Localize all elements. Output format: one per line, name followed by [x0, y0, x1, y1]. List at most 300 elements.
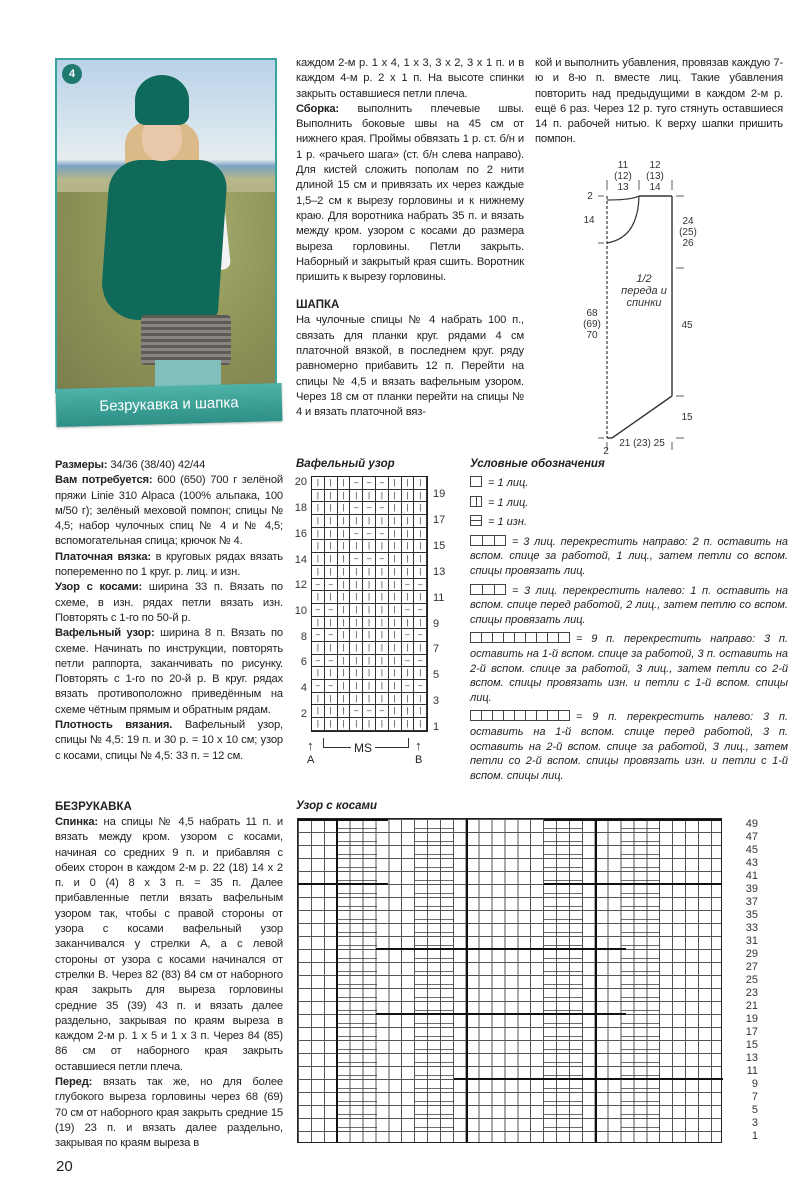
stitch-cell: |	[338, 680, 351, 693]
stitch-cell: |	[350, 591, 363, 604]
dim-bottom-width: 21 (23) 25	[619, 438, 665, 449]
stitch-cell: |	[325, 490, 338, 503]
photo-hat	[135, 75, 189, 125]
stitch-cell: |	[376, 680, 389, 693]
row-label: 20	[294, 476, 307, 488]
stitch-cell: |	[402, 591, 415, 604]
stitch-cell: |	[325, 718, 338, 731]
stitch-cell: |	[325, 502, 338, 515]
stitch-cell: |	[414, 528, 427, 541]
stitch-cell: |	[312, 705, 325, 718]
garter-label: Платочная вязка:	[55, 550, 151, 563]
stitch-cell: |	[414, 693, 427, 706]
arrow-b-label: B	[415, 754, 423, 766]
stitch-cell: |	[325, 528, 338, 541]
stitch-cell: –	[325, 604, 338, 617]
waffle-paragraph	[55, 626, 283, 718]
stitch-cell: |	[350, 490, 363, 503]
legend-text: = 1 лиц.	[488, 477, 529, 489]
stitch-cell: |	[414, 502, 427, 515]
cross-left-3-icon	[470, 584, 506, 595]
legend-text: = 9 п. перекрестить налево: 3 п. оставить на 1-й вспом. спице перед работой, 3 п. оставить на 2-й вспом. спице за работой, 3 лиц., затем петли со 2-й вспом. спицы провязать изн. и петли с 1-й вспом. спицы лиц.	[470, 711, 788, 782]
cable-cross-row49	[544, 819, 722, 821]
stitch-cell: |	[414, 490, 427, 503]
stitch-cell: |	[402, 528, 415, 541]
stitch-cell: |	[312, 617, 325, 630]
dim-bottom-offset: 2	[603, 446, 609, 457]
cross-right-3-icon	[470, 535, 506, 546]
cable-label: Узор с косами:	[55, 581, 143, 594]
row-label: 49	[745, 818, 758, 830]
stitch-cell: |	[338, 655, 351, 668]
stitch-cell: |	[389, 477, 402, 490]
stitch-cell: –	[402, 604, 415, 617]
hat-heading: ШАПКА	[296, 299, 340, 312]
hat-continued-paragraph: кой и выполнить убавления, провязав каждую 7-ю и 8-ю п. вместе лиц. Такие убавления повторить над предыдущими в каждом 2-м р. ещё 6 раз. Через 12 р. туго стянуть оставшиеся 14 п. рабочей нитью. К верху шапки пришить помпон.	[535, 57, 783, 146]
stitch-cell: |	[350, 718, 363, 731]
legend-text: = 3 лиц. перекрестить налево: 1 п. оставить на вспом. спице перед работой, 2 лиц., затем петлю со вспом. спицы провязать лиц.	[470, 584, 788, 626]
stitch-cell: |	[325, 566, 338, 579]
dim-total-length: 68 (69) 70	[583, 308, 601, 341]
stitch-cell: |	[363, 718, 376, 731]
stitch-cell: |	[414, 718, 427, 731]
sizes-text: 34/36 (38/40) 42/44	[107, 459, 206, 471]
stitch-cell: |	[414, 617, 427, 630]
stitch-cell: |	[389, 642, 402, 655]
stitch-cell: |	[414, 705, 427, 718]
garment-schematic	[580, 158, 710, 458]
row-label: 17	[745, 1026, 758, 1038]
stitch-cell: |	[389, 655, 402, 668]
cable-paragraph	[55, 580, 283, 626]
stitch-cell: |	[402, 502, 415, 515]
stitch-cell: |	[363, 655, 376, 668]
row-label: 45	[745, 844, 758, 856]
row-label: 4	[300, 682, 307, 694]
stitch-cell: |	[350, 604, 363, 617]
photo-caption: Безрукавка и шапка	[56, 383, 283, 427]
legend-title: Условные обозначения	[470, 458, 605, 470]
row-label: 5	[751, 1104, 758, 1116]
stitch-cell: |	[402, 705, 415, 718]
stitch-cell: |	[350, 579, 363, 592]
stitch-cell: |	[389, 693, 402, 706]
gauge-text: Вафельный узор, спицы № 4,5: 19 п. и 30 р. = 10 х 10 см; узор с косами, спицы № 4,5: 33 п. = 12 см.	[55, 719, 283, 762]
stitch-cell: |	[389, 502, 402, 515]
row-label: 7	[751, 1091, 758, 1103]
stitch-cell: |	[363, 579, 376, 592]
materials-label: Вам потребуется:	[55, 474, 153, 487]
stitch-cell: |	[325, 693, 338, 706]
stitch-cell: |	[312, 528, 325, 541]
stitch-cell: –	[350, 528, 363, 541]
stitch-cell: |	[312, 591, 325, 604]
row-label: 23	[745, 987, 758, 999]
legend-item	[470, 535, 788, 579]
front-text: вязать так же, но для более глубокого выреза горловины через 68 (69) 70 см от наборного края закрыть средние 15 (19) 23 п. и вязать далее раздельно, закрывая по краям выреза в	[55, 1076, 283, 1150]
stitch-cell: |	[414, 566, 427, 579]
stitch-cell: |	[363, 617, 376, 630]
row-label: 9	[433, 618, 440, 630]
row-label: 13	[433, 566, 446, 578]
stitch-cell: |	[338, 528, 351, 541]
stitch-cell: |	[325, 553, 338, 566]
waffle-label: Вафельный узор:	[55, 627, 155, 640]
stitch-cell: |	[389, 566, 402, 579]
stitch-cell: |	[389, 680, 402, 693]
gauge-paragraph	[55, 718, 283, 764]
row-label: 18	[294, 502, 307, 514]
repeat-label: MS	[351, 741, 375, 755]
legend-text: = 3 лиц. перекрестить направо: 2 п. оставить на вспом. спице за работой, 1 лиц., затем петли со вспом. спицы провязать лиц.	[470, 535, 788, 577]
stitch-cell: –	[414, 629, 427, 642]
stitch-cell: |	[363, 566, 376, 579]
legend-item	[470, 515, 788, 530]
purl-column	[544, 823, 583, 1140]
legend-text: = 9 п. перекрестить направо: 3 п. оставить на 1-й вспом. спице за работой, 3 п. оставить на 2-й вспом. спице за работой, 3 лиц., затем петли со 2-й вспом. спицы провязать изн. и петли с 1-й вспом. спицы лиц.	[470, 633, 788, 704]
stitch-cell: –	[350, 477, 363, 490]
stitch-cell: –	[376, 502, 389, 515]
stitch-cell: |	[325, 642, 338, 655]
dim-neck-width: 11 (12) 13	[614, 160, 632, 193]
stitch-cell: |	[389, 528, 402, 541]
stitch-cell: |	[402, 553, 415, 566]
stitch-cell: |	[402, 693, 415, 706]
stitch-cell: |	[402, 617, 415, 630]
stitch-cell: |	[363, 680, 376, 693]
stitch-cell: –	[312, 579, 325, 592]
row-label: 27	[745, 961, 758, 973]
stitch-cell: |	[376, 540, 389, 553]
stitch-cell: –	[376, 528, 389, 541]
arrow-a-icon: ↑	[307, 738, 314, 753]
stitch-cell: |	[338, 629, 351, 642]
row-label: 11	[433, 592, 445, 604]
front-label: Перед:	[55, 1076, 93, 1089]
row-label: 1	[433, 721, 440, 733]
legend-item	[470, 710, 788, 783]
stitch-cell: |	[376, 629, 389, 642]
stitch-cell: |	[414, 540, 427, 553]
row-label: 47	[745, 831, 758, 843]
legend	[470, 476, 788, 788]
stitch-cell: |	[376, 642, 389, 655]
stitch-cell: |	[338, 490, 351, 503]
stitch-cell: |	[338, 579, 351, 592]
stitch-cell: |	[338, 617, 351, 630]
cable-cross-row39	[544, 883, 722, 885]
stitch-cell: |	[389, 540, 402, 553]
stitch-cell: –	[414, 680, 427, 693]
stitch-cell: |	[376, 591, 389, 604]
stitch-cell: |	[402, 718, 415, 731]
materials-section	[55, 458, 283, 764]
stitch-cell: |	[389, 629, 402, 642]
stitch-cell: |	[363, 515, 376, 528]
stitch-cell: |	[338, 566, 351, 579]
stitch-cell: |	[363, 642, 376, 655]
stitch-cell: –	[414, 604, 427, 617]
stitch-cell: |	[325, 540, 338, 553]
gauge-label: Плотность вязания.	[55, 719, 173, 732]
garter-paragraph	[55, 550, 283, 581]
stitch-cell: |	[325, 617, 338, 630]
stitch-cell: |	[376, 579, 389, 592]
continued-paragraph: каждом 2-м р. 1 х 4, 1 х 3, 3 х 2, 3 х 1 п. и в каждом 4-м р. 2 х 1 п. На высоте спинки закрыть оставшиеся петли плеча.	[296, 57, 524, 100]
chart-divider	[466, 819, 468, 1142]
stitch-cell: |	[338, 693, 351, 706]
stitch-cell: |	[350, 667, 363, 680]
stitch-cell: |	[312, 477, 325, 490]
stitch-cell: |	[376, 566, 389, 579]
vertical-bar-square-icon	[470, 496, 482, 507]
stitch-cell: –	[312, 680, 325, 693]
stitch-cell: –	[312, 629, 325, 642]
cable-cross-row39	[298, 883, 388, 885]
row-label: 3	[751, 1117, 758, 1129]
stitch-cell: |	[389, 490, 402, 503]
stitch-cell: |	[389, 617, 402, 630]
stitch-cell: |	[350, 693, 363, 706]
stitch-cell: |	[312, 566, 325, 579]
stitch-cell: |	[312, 642, 325, 655]
stitch-cell: –	[363, 553, 376, 566]
stitch-cell: |	[402, 642, 415, 655]
row-label: 11	[746, 1065, 758, 1077]
stitch-cell: –	[376, 477, 389, 490]
cable-cross-row19	[376, 1013, 626, 1015]
cable-text: ширина 33 п. Вязать по схеме, в изн. рядах петли вязать изн. Повторять с 1-го по 50-й р.	[55, 581, 284, 624]
purl-column	[415, 823, 454, 1140]
stitch-cell: |	[414, 477, 427, 490]
dash-square-icon	[470, 515, 482, 526]
cable-cross-row9	[454, 1078, 723, 1080]
stitch-cell: –	[350, 553, 363, 566]
back-label: Спинка:	[55, 816, 98, 828]
stitch-cell: |	[363, 604, 376, 617]
stitch-cell: |	[350, 655, 363, 668]
stitch-cell: |	[414, 553, 427, 566]
row-label: 15	[745, 1039, 758, 1051]
stitch-cell: |	[389, 553, 402, 566]
chart-divider	[595, 819, 597, 1142]
stitch-cell: –	[363, 477, 376, 490]
stitch-cell: –	[325, 629, 338, 642]
stitch-cell: |	[338, 553, 351, 566]
stitch-cell: |	[402, 540, 415, 553]
dim-side: 45	[681, 320, 693, 331]
row-label: 19	[433, 488, 446, 500]
row-label: 39	[745, 883, 758, 895]
pattern-number-badge: 4	[62, 64, 82, 84]
stitch-cell: |	[338, 591, 351, 604]
dim-bottom-slope: 15	[681, 412, 693, 423]
row-label: 25	[745, 974, 758, 986]
row-label: 31	[745, 935, 758, 947]
stitch-cell: |	[325, 705, 338, 718]
cross-right-9-icon	[470, 632, 570, 643]
back-text: на спицы № 4,5 набрать 11 п. и вязать между кром. узором с косами, начиная со средних 9 п. и прибавляя с обеих сторон в каждом 2-м р. 22 (18) 14 х 2 п. и 0 (4) 8 х 3 п. = 35 п. Далее прибавленные петли вязать вафельным узором так, чтобы с правой стороны от узора с косами вафельный узор заканчивался у стрелки А, а с левой стороны от узора с косами начинался от стрелки В. Через 82 (83) 84 см от наборного края закрыть для выреза горловины средние 35 (39) 43 п. и вязать далее раздельно, закрывая по краям выреза в каждом 2-м р. 1 х 5 и 1 х 3 п. Через 84 (85) 86 см от наборного края закрыть оставшиеся петли плеча.	[55, 816, 283, 1073]
stitch-cell: |	[350, 629, 363, 642]
row-label: 6	[300, 656, 307, 668]
stitch-cell: |	[363, 540, 376, 553]
photo-skirt	[141, 315, 231, 365]
dim-neck-depth: 14	[583, 215, 595, 226]
stitch-cell: |	[338, 477, 351, 490]
waffle-chart-title: Вафельный узор	[296, 458, 395, 470]
stitch-cell: |	[363, 629, 376, 642]
row-label: 5	[433, 669, 440, 681]
row-label: 2	[300, 708, 307, 720]
row-label: 21	[745, 1000, 758, 1012]
legend-item	[470, 584, 788, 628]
stitch-cell: |	[402, 566, 415, 579]
cable-chart	[297, 818, 722, 1143]
vest-section	[55, 800, 283, 1152]
stitch-cell: –	[325, 655, 338, 668]
legend-item	[470, 632, 788, 705]
stitch-cell: –	[376, 553, 389, 566]
stitch-cell: |	[312, 515, 325, 528]
waffle-grid	[311, 476, 428, 732]
stitch-cell: |	[376, 604, 389, 617]
row-label: 12	[294, 579, 307, 591]
materials-text: 600 (650) 700 г зелёной пряжи Linie 310 Alpaca (100% альпака, 100 м/50 г); зелёный меховой помпон; спицы № 4,5; набор чулочных спиц № 4 и № 4,5; вспомогательная спица; крючок № 4.	[55, 474, 283, 548]
photo-vest	[99, 160, 228, 320]
stitch-cell: |	[402, 667, 415, 680]
stitch-cell: |	[350, 642, 363, 655]
stitch-cell: |	[312, 718, 325, 731]
vest-heading: БЕЗРУКАВКА	[55, 801, 132, 813]
row-label: 7	[433, 643, 440, 655]
stitch-cell: |	[389, 718, 402, 731]
stitch-cell: |	[402, 477, 415, 490]
front-paragraph	[55, 1075, 283, 1151]
hat-paragraph: На чулочные спицы № 4 набрать 100 п., связать для планки круг. рядами 4 см платочной вязкой, в последнем круг. ряду равномерно прибавить 12 п. Перейти на спицы № 4,5 и вязать вафельным узором. Через 18 см от планки перейти на спицы № 4 и вязать платочной вяз-	[296, 314, 524, 419]
back-paragraph	[55, 815, 283, 1075]
stitch-cell: |	[376, 667, 389, 680]
legend-text: = 1 изн.	[488, 516, 527, 529]
stitch-cell: |	[389, 579, 402, 592]
stitch-cell: |	[325, 477, 338, 490]
row-label: 37	[745, 896, 758, 908]
row-label: 9	[751, 1078, 758, 1090]
page-number: 20	[56, 1158, 73, 1175]
product-photo	[55, 58, 277, 393]
cable-row-labels	[728, 818, 758, 1143]
stitch-cell: |	[312, 693, 325, 706]
stitch-cell: |	[376, 617, 389, 630]
stitch-cell: |	[338, 604, 351, 617]
assembly-label: Сборка:	[296, 102, 340, 115]
row-label: 19	[745, 1013, 758, 1025]
stitch-cell: |	[338, 515, 351, 528]
stitch-cell: –	[402, 680, 415, 693]
legend-item	[470, 476, 788, 491]
stitch-cell: |	[350, 540, 363, 553]
sizes-paragraph	[55, 458, 283, 473]
purl-column	[338, 823, 377, 1140]
stitch-cell: |	[350, 515, 363, 528]
row-label: 15	[433, 540, 446, 552]
stitch-cell: |	[312, 502, 325, 515]
row-label: 16	[294, 528, 307, 540]
row-label: 43	[745, 857, 758, 869]
row-label: 10	[294, 605, 307, 617]
stitch-cell: –	[414, 579, 427, 592]
legend-item	[470, 496, 788, 511]
stitch-cell: |	[414, 642, 427, 655]
cross-left-9-icon	[470, 710, 570, 721]
stitch-cell: |	[389, 705, 402, 718]
stitch-cell: |	[376, 490, 389, 503]
stitch-cell: –	[363, 528, 376, 541]
stitch-cell: |	[414, 667, 427, 680]
arrow-a-label: A	[307, 754, 315, 766]
row-label: 33	[745, 922, 758, 934]
stitch-cell: |	[363, 490, 376, 503]
stitch-cell: |	[389, 591, 402, 604]
stitch-cell: |	[350, 566, 363, 579]
stitch-cell: |	[312, 667, 325, 680]
empty-square-icon	[470, 476, 482, 487]
stitch-cell: –	[363, 705, 376, 718]
stitch-cell: |	[325, 515, 338, 528]
stitch-cell: |	[402, 515, 415, 528]
legend-text: = 1 лиц.	[488, 496, 529, 509]
hat-continued-section	[535, 56, 783, 148]
garter-text: в круговых рядах вязать попеременно по 1 круг. р. лиц. и изн.	[55, 550, 283, 579]
stitch-cell: |	[338, 502, 351, 515]
stitch-cell: –	[414, 655, 427, 668]
stitch-cell: |	[389, 515, 402, 528]
arrow-b-icon: ↑	[415, 738, 422, 753]
purl-column	[621, 823, 660, 1140]
row-label: 35	[745, 909, 758, 921]
stitch-cell: |	[363, 667, 376, 680]
stitch-cell: |	[376, 718, 389, 731]
stitch-cell: –	[325, 579, 338, 592]
stitch-cell: |	[402, 490, 415, 503]
assembly-paragraph	[296, 102, 524, 286]
stitch-cell: |	[325, 667, 338, 680]
stitch-cell: |	[363, 591, 376, 604]
stitch-cell: |	[376, 515, 389, 528]
stitch-cell: |	[338, 718, 351, 731]
stitch-cell: –	[402, 655, 415, 668]
stitch-cell: |	[376, 693, 389, 706]
stitch-cell: |	[389, 604, 402, 617]
stitch-cell: –	[402, 579, 415, 592]
dim-shoulder-width: 12 (13) 14	[646, 160, 664, 193]
stitch-cell: –	[376, 705, 389, 718]
assembly-text: выполнить плечевые швы. Выполнить боковые швы на 45 см от нижнего края. Проймы обвязать 1 р. ст. б/н и 1 р. «рачьего шага» (ст. б/н слева направо). Для кистей сложить пополам по 2 нити длиной 15 см и привязать их через каждые 1,5–2 см к вырезу горловины и к нижнему краю. Для воротника набрать 35 п. и вязать между кром. узором с косами до размера выреза горловины. Петли закрыть. Наборный и закрытый края сшить. Воротник пришить к вырезу горловины.	[296, 102, 524, 284]
stitch-cell: –	[312, 604, 325, 617]
row-label: 29	[745, 948, 758, 960]
stitch-cell: |	[338, 642, 351, 655]
stitch-cell: |	[325, 591, 338, 604]
stitch-cell: |	[338, 540, 351, 553]
cable-cross-row29	[376, 948, 626, 950]
stitch-cell: –	[312, 655, 325, 668]
stitch-cell: |	[376, 655, 389, 668]
stitch-cell: |	[414, 515, 427, 528]
row-label: 3	[433, 695, 440, 707]
row-label: 14	[294, 554, 307, 566]
stitch-cell: –	[363, 502, 376, 515]
waffle-text: ширина 8 п. Вязать по схеме. Начинать по инструкции, повторять петли раппорта, заканчивать по рисунку. Повторять с 1-го по 20-й р. В круг. рядах вязать противоположно приведённым на схеме чётным прямым и обратным рядам.	[55, 627, 283, 716]
stitch-cell: |	[312, 553, 325, 566]
